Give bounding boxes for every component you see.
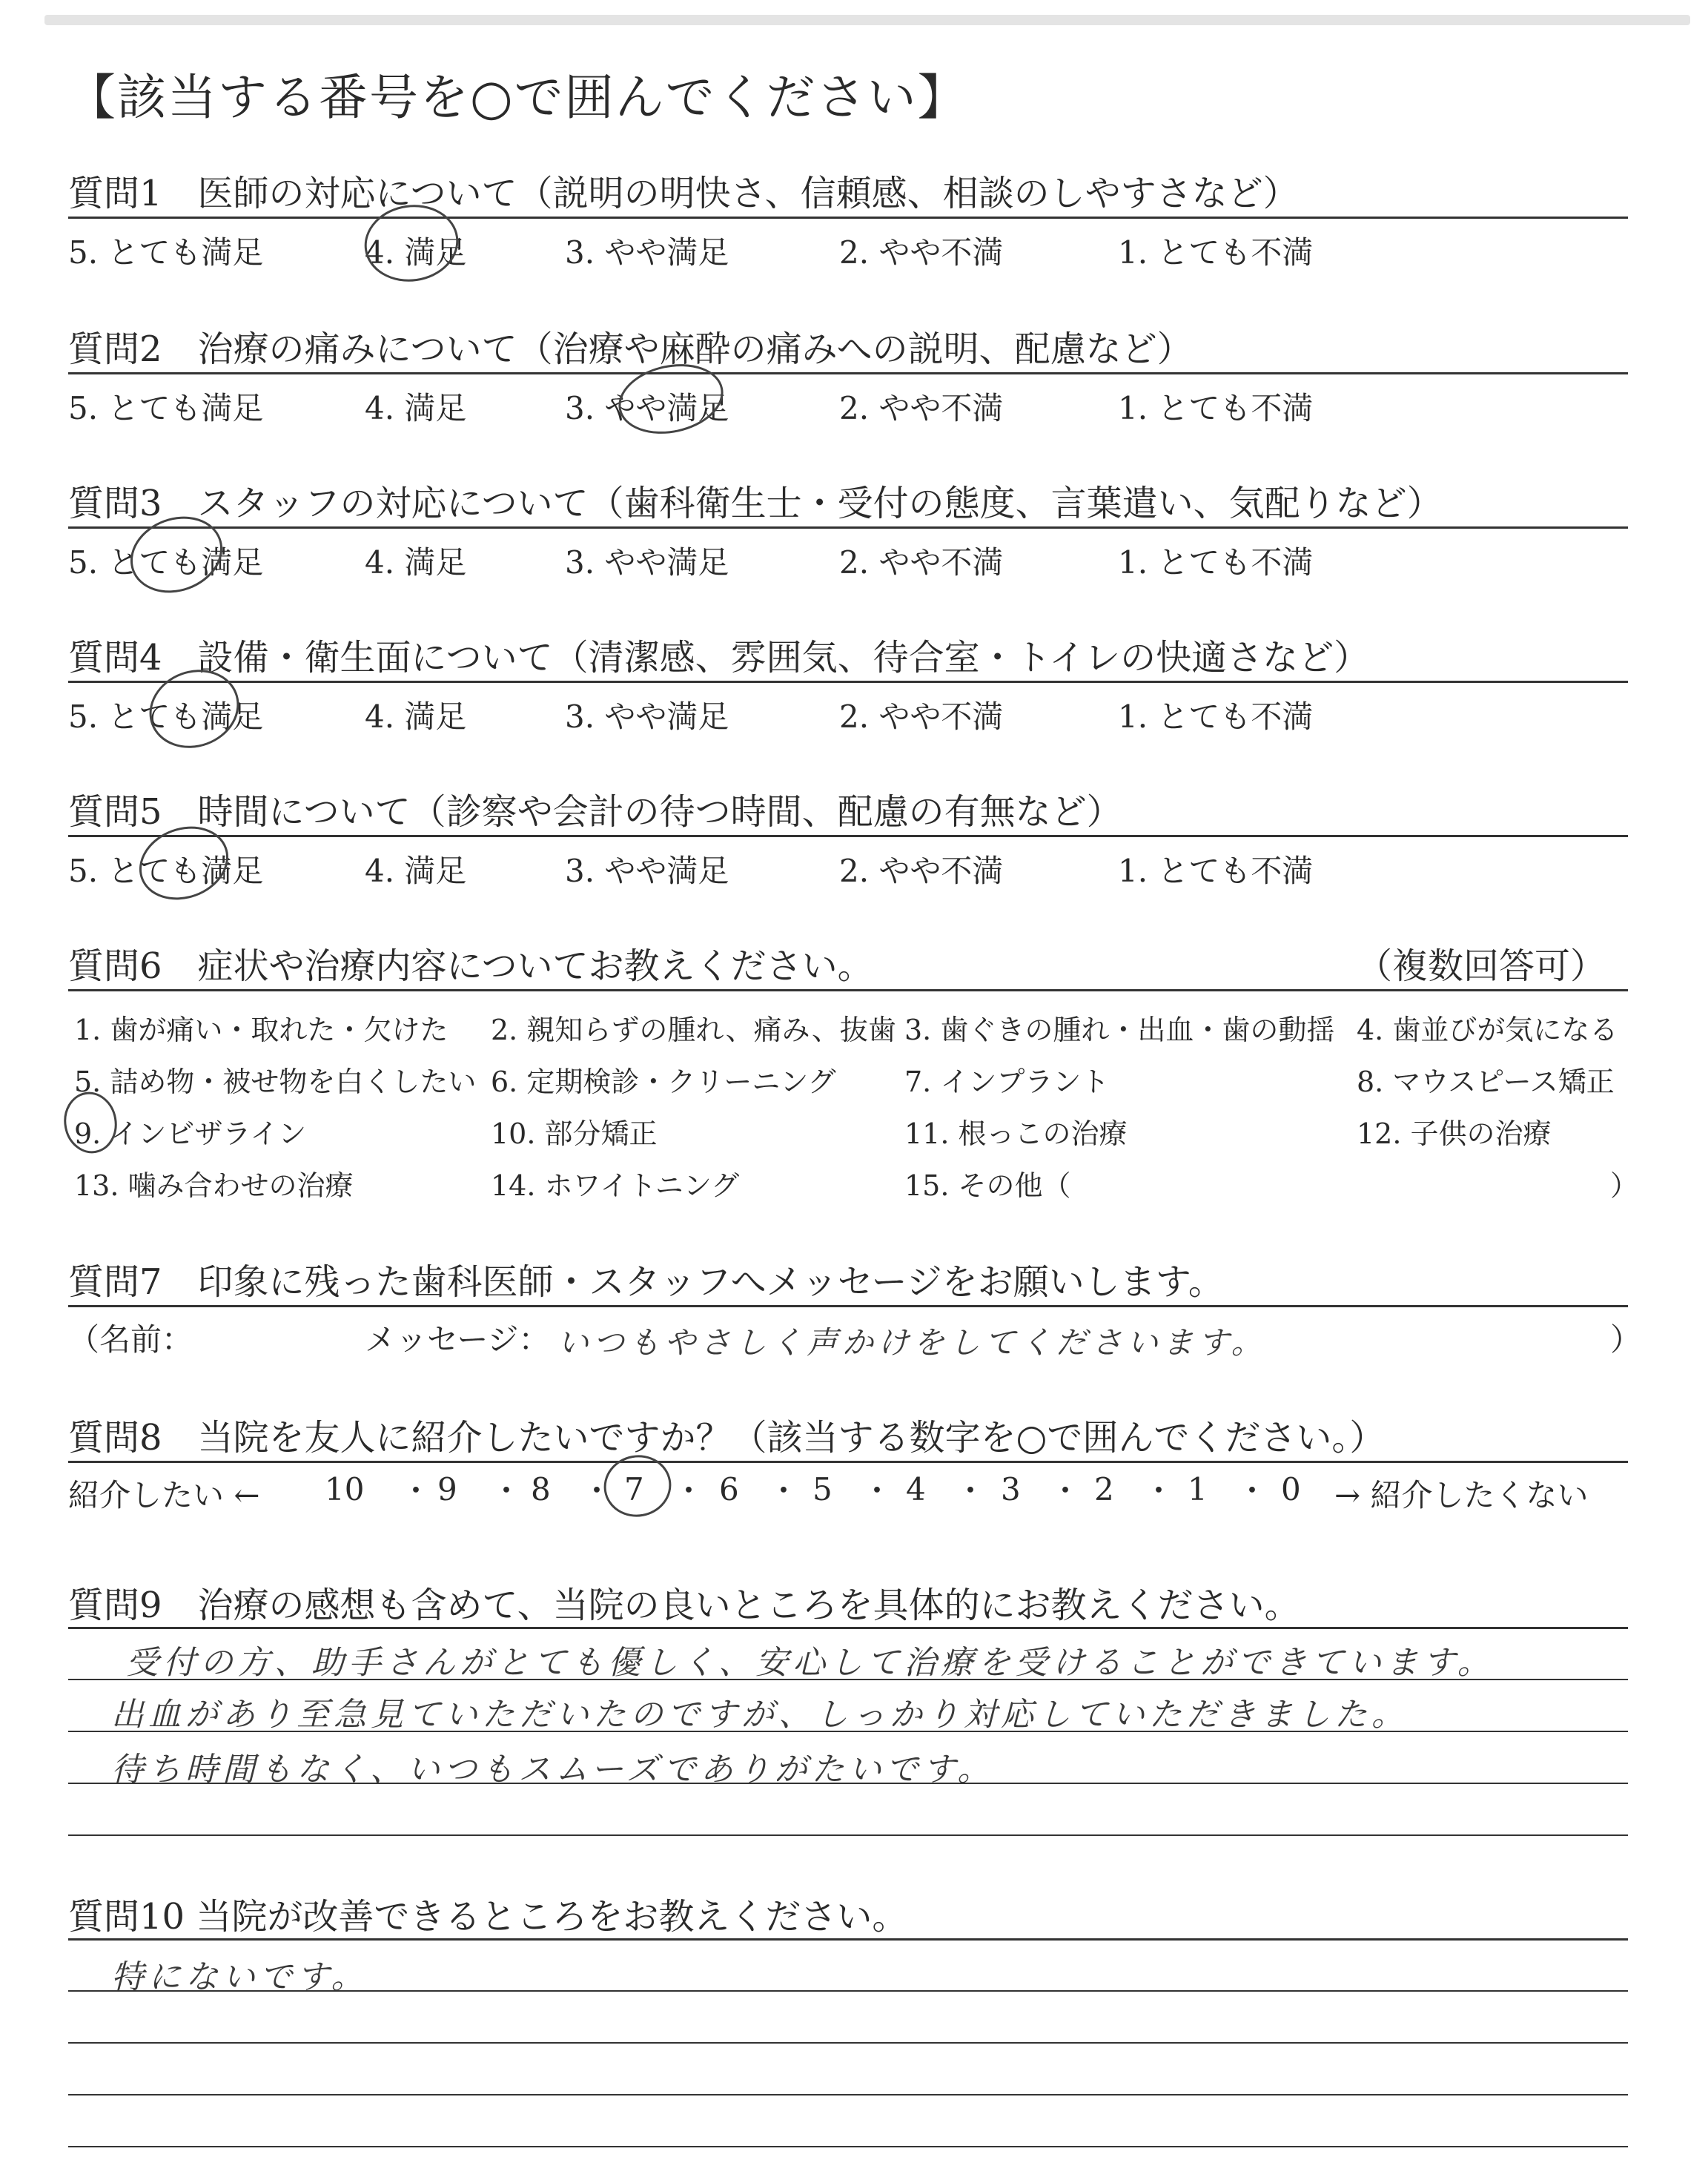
q5-option-4[interactable]: 4. 満足 bbox=[365, 853, 467, 889]
q7-name-label: （名前： bbox=[68, 1321, 193, 1358]
instruction-header: 【該当する番号を○で囲んでください】 bbox=[67, 69, 968, 126]
q10-writing-line bbox=[68, 1990, 1628, 1992]
q9-answer-line-1: 受付の方、助手さんがとても優しく、安心して治療を受けることができています。 bbox=[126, 1644, 1494, 1682]
q6-option-4[interactable]: 4. 歯並びが気になる bbox=[1357, 1014, 1618, 1046]
q8-value-4[interactable]: 4 bbox=[906, 1471, 926, 1507]
q8-right-label: → 紹介したくない bbox=[1334, 1477, 1589, 1513]
q1-option-2[interactable]: 2. やや不満 bbox=[839, 234, 1004, 271]
q9-writing-line bbox=[68, 1783, 1628, 1784]
q8-sep: ・ bbox=[581, 1473, 613, 1509]
q6-option-3[interactable]: 3. 歯ぐきの腫れ・出血・歯の動揺 bbox=[904, 1014, 1335, 1046]
q10-writing-line bbox=[68, 2146, 1628, 2147]
q8-value-7[interactable]: 7 bbox=[624, 1471, 644, 1507]
q9-answer-line-2: 出血があり至急見ていただいたのですが、しっかり対応していただきました。 bbox=[111, 1696, 1409, 1734]
q5-title: 質問5 時間について（診察や会計の待つ時間、配慮の有無など） bbox=[68, 791, 1122, 833]
q7-close: ） bbox=[1610, 1321, 1642, 1358]
q8-left-label: 紹介したい ← bbox=[68, 1477, 260, 1513]
q2-option-5[interactable]: 5. とても満足 bbox=[68, 390, 264, 426]
q6-option-6[interactable]: 6. 定期検診・クリーニング bbox=[491, 1066, 836, 1098]
q8-value-2[interactable]: 2 bbox=[1094, 1471, 1114, 1507]
q8-sep: ・ bbox=[861, 1473, 893, 1509]
q8-value-6[interactable]: 6 bbox=[719, 1471, 739, 1507]
q8-value-3[interactable]: 3 bbox=[1001, 1471, 1021, 1507]
q8-sep: ・ bbox=[1050, 1473, 1082, 1509]
q2-rule bbox=[68, 372, 1628, 374]
q3-title: 質問3 スタッフの対応について（歯科衛生士・受付の態度、言葉遣い、気配りなど） bbox=[68, 483, 1443, 524]
q8-sep: ・ bbox=[955, 1473, 987, 1509]
q8-value-0[interactable]: 0 bbox=[1281, 1471, 1301, 1507]
q4-option-5[interactable]: 5. とても満足 bbox=[68, 698, 264, 735]
q4-option-1[interactable]: 1. とても不満 bbox=[1118, 698, 1314, 735]
q4-rule bbox=[68, 681, 1628, 683]
q8-sep: ・ bbox=[1143, 1473, 1175, 1509]
q9-title: 質問9 治療の感想も含めて、当院の良いところを具体的にお教えください。 bbox=[68, 1585, 1300, 1626]
q2-option-1[interactable]: 1. とても不満 bbox=[1118, 390, 1314, 426]
q8-value-9[interactable]: 9 bbox=[437, 1471, 457, 1507]
q7-message-label: メッセージ： bbox=[365, 1321, 550, 1358]
q6-option-7[interactable]: 7. インプラント bbox=[904, 1066, 1110, 1098]
q8-sep: ・ bbox=[400, 1473, 432, 1509]
q1-option-3[interactable]: 3. やや満足 bbox=[565, 234, 729, 271]
q9-answer-line-3: 待ち時間もなく、いつもスムーズでありがたいです。 bbox=[111, 1751, 995, 1789]
q5-option-5[interactable]: 5. とても満足 bbox=[68, 853, 264, 889]
q8-rule bbox=[68, 1461, 1628, 1463]
q10-writing-line bbox=[68, 2094, 1628, 2095]
q4-option-2[interactable]: 2. やや不満 bbox=[839, 698, 1004, 735]
q5-option-3[interactable]: 3. やや満足 bbox=[565, 853, 729, 889]
q6-option-2[interactable]: 2. 親知らずの腫れ、痛み、抜歯 bbox=[491, 1014, 896, 1046]
q10-writing-line bbox=[68, 2042, 1628, 2044]
q3-option-2[interactable]: 2. やや不満 bbox=[839, 544, 1004, 581]
q6-option-8[interactable]: 8. マウスピース矯正 bbox=[1357, 1066, 1615, 1098]
q6-option-1[interactable]: 1. 歯が痛い・取れた・欠けた bbox=[74, 1014, 448, 1046]
q6-option-15[interactable]: 15. その他（ bbox=[904, 1169, 1071, 1202]
q1-title: 質問1 医師の対応について（説明の明快さ、信頼感、相談のしやすさなど） bbox=[68, 173, 1299, 214]
q10-rule bbox=[68, 1938, 1628, 1941]
q5-option-1[interactable]: 1. とても不満 bbox=[1118, 853, 1314, 889]
q6-option-12[interactable]: 12. 子供の治療 bbox=[1357, 1117, 1552, 1150]
q5-option-2[interactable]: 2. やや不満 bbox=[839, 853, 1004, 889]
q7-handwritten-message: いつもやさしく声かけをしてくださいます。 bbox=[557, 1324, 1267, 1361]
q2-title: 質問2 治療の痛みについて（治療や麻酔の痛みへの説明、配慮など） bbox=[68, 328, 1193, 370]
q6-title: 質問6 症状や治療内容についてお教えください。 bbox=[68, 945, 873, 987]
q7-rule bbox=[68, 1305, 1628, 1307]
q9-writing-line bbox=[68, 1834, 1628, 1836]
q8-value-10[interactable]: 10 bbox=[325, 1471, 365, 1507]
q6-option-5[interactable]: 5. 詰め物・被せ物を白くしたい bbox=[74, 1066, 477, 1098]
q5-rule bbox=[68, 835, 1628, 837]
q4-title: 質問4 設備・衛生面について（清潔感、雰囲気、待合室・トイレの快適さなど） bbox=[68, 637, 1370, 678]
q9-rule bbox=[68, 1627, 1628, 1629]
q8-sep: ・ bbox=[673, 1473, 705, 1509]
q8-sep: ・ bbox=[768, 1473, 800, 1509]
q8-sep: ・ bbox=[1237, 1473, 1268, 1509]
q1-option-1[interactable]: 1. とても不満 bbox=[1118, 234, 1314, 271]
q1-option-5[interactable]: 5. とても満足 bbox=[68, 234, 264, 271]
q1-option-4[interactable]: 4. 満足 bbox=[365, 234, 467, 271]
q2-option-4[interactable]: 4. 満足 bbox=[365, 390, 467, 426]
q4-option-4[interactable]: 4. 満足 bbox=[365, 698, 467, 735]
q6-option-10[interactable]: 10. 部分矯正 bbox=[491, 1117, 658, 1150]
q6-other-close: ） bbox=[1610, 1169, 1639, 1202]
q9-writing-line bbox=[68, 1731, 1628, 1732]
q2-option-2[interactable]: 2. やや不満 bbox=[839, 390, 1004, 426]
q8-value-5[interactable]: 5 bbox=[812, 1471, 833, 1507]
q8-title: 質問8 当院を友人に紹介したいですか？（該当する数字を○で囲んでください。） bbox=[68, 1417, 1386, 1459]
q10-title: 質問10 当院が改善できるところをお教えください。 bbox=[68, 1896, 908, 1938]
q6-option-13[interactable]: 13. 噛み合わせの治療 bbox=[74, 1169, 354, 1202]
q8-sep: ・ bbox=[491, 1473, 523, 1509]
q3-option-5[interactable]: 5. とても満足 bbox=[68, 544, 264, 581]
q6-option-11[interactable]: 11. 根っこの治療 bbox=[904, 1117, 1128, 1150]
q3-rule bbox=[68, 526, 1628, 529]
q8-value-1[interactable]: 1 bbox=[1188, 1471, 1208, 1507]
q6-option-14[interactable]: 14. ホワイトニング bbox=[491, 1169, 740, 1202]
q3-option-3[interactable]: 3. やや満足 bbox=[565, 544, 729, 581]
q2-option-3[interactable]: 3. やや満足 bbox=[565, 390, 729, 426]
q6-option-9[interactable]: 9. インビザライン bbox=[74, 1117, 307, 1150]
scan-top-edge bbox=[44, 15, 1690, 25]
q9-writing-line bbox=[68, 1679, 1628, 1680]
q1-rule bbox=[68, 217, 1628, 219]
q10-answer-line-1: 特にないです。 bbox=[111, 1958, 368, 1996]
q6-rule bbox=[68, 989, 1628, 991]
q3-option-1[interactable]: 1. とても不満 bbox=[1118, 544, 1314, 581]
q3-option-4[interactable]: 4. 満足 bbox=[365, 544, 467, 581]
q8-value-8[interactable]: 8 bbox=[531, 1471, 551, 1507]
q4-option-3[interactable]: 3. やや満足 bbox=[565, 698, 729, 735]
q6-multiple-note: （複数回答可） bbox=[1357, 945, 1606, 987]
q7-title: 質問7 印象に残った歯科医師・スタッフへメッセージをお願いします。 bbox=[68, 1261, 1224, 1303]
